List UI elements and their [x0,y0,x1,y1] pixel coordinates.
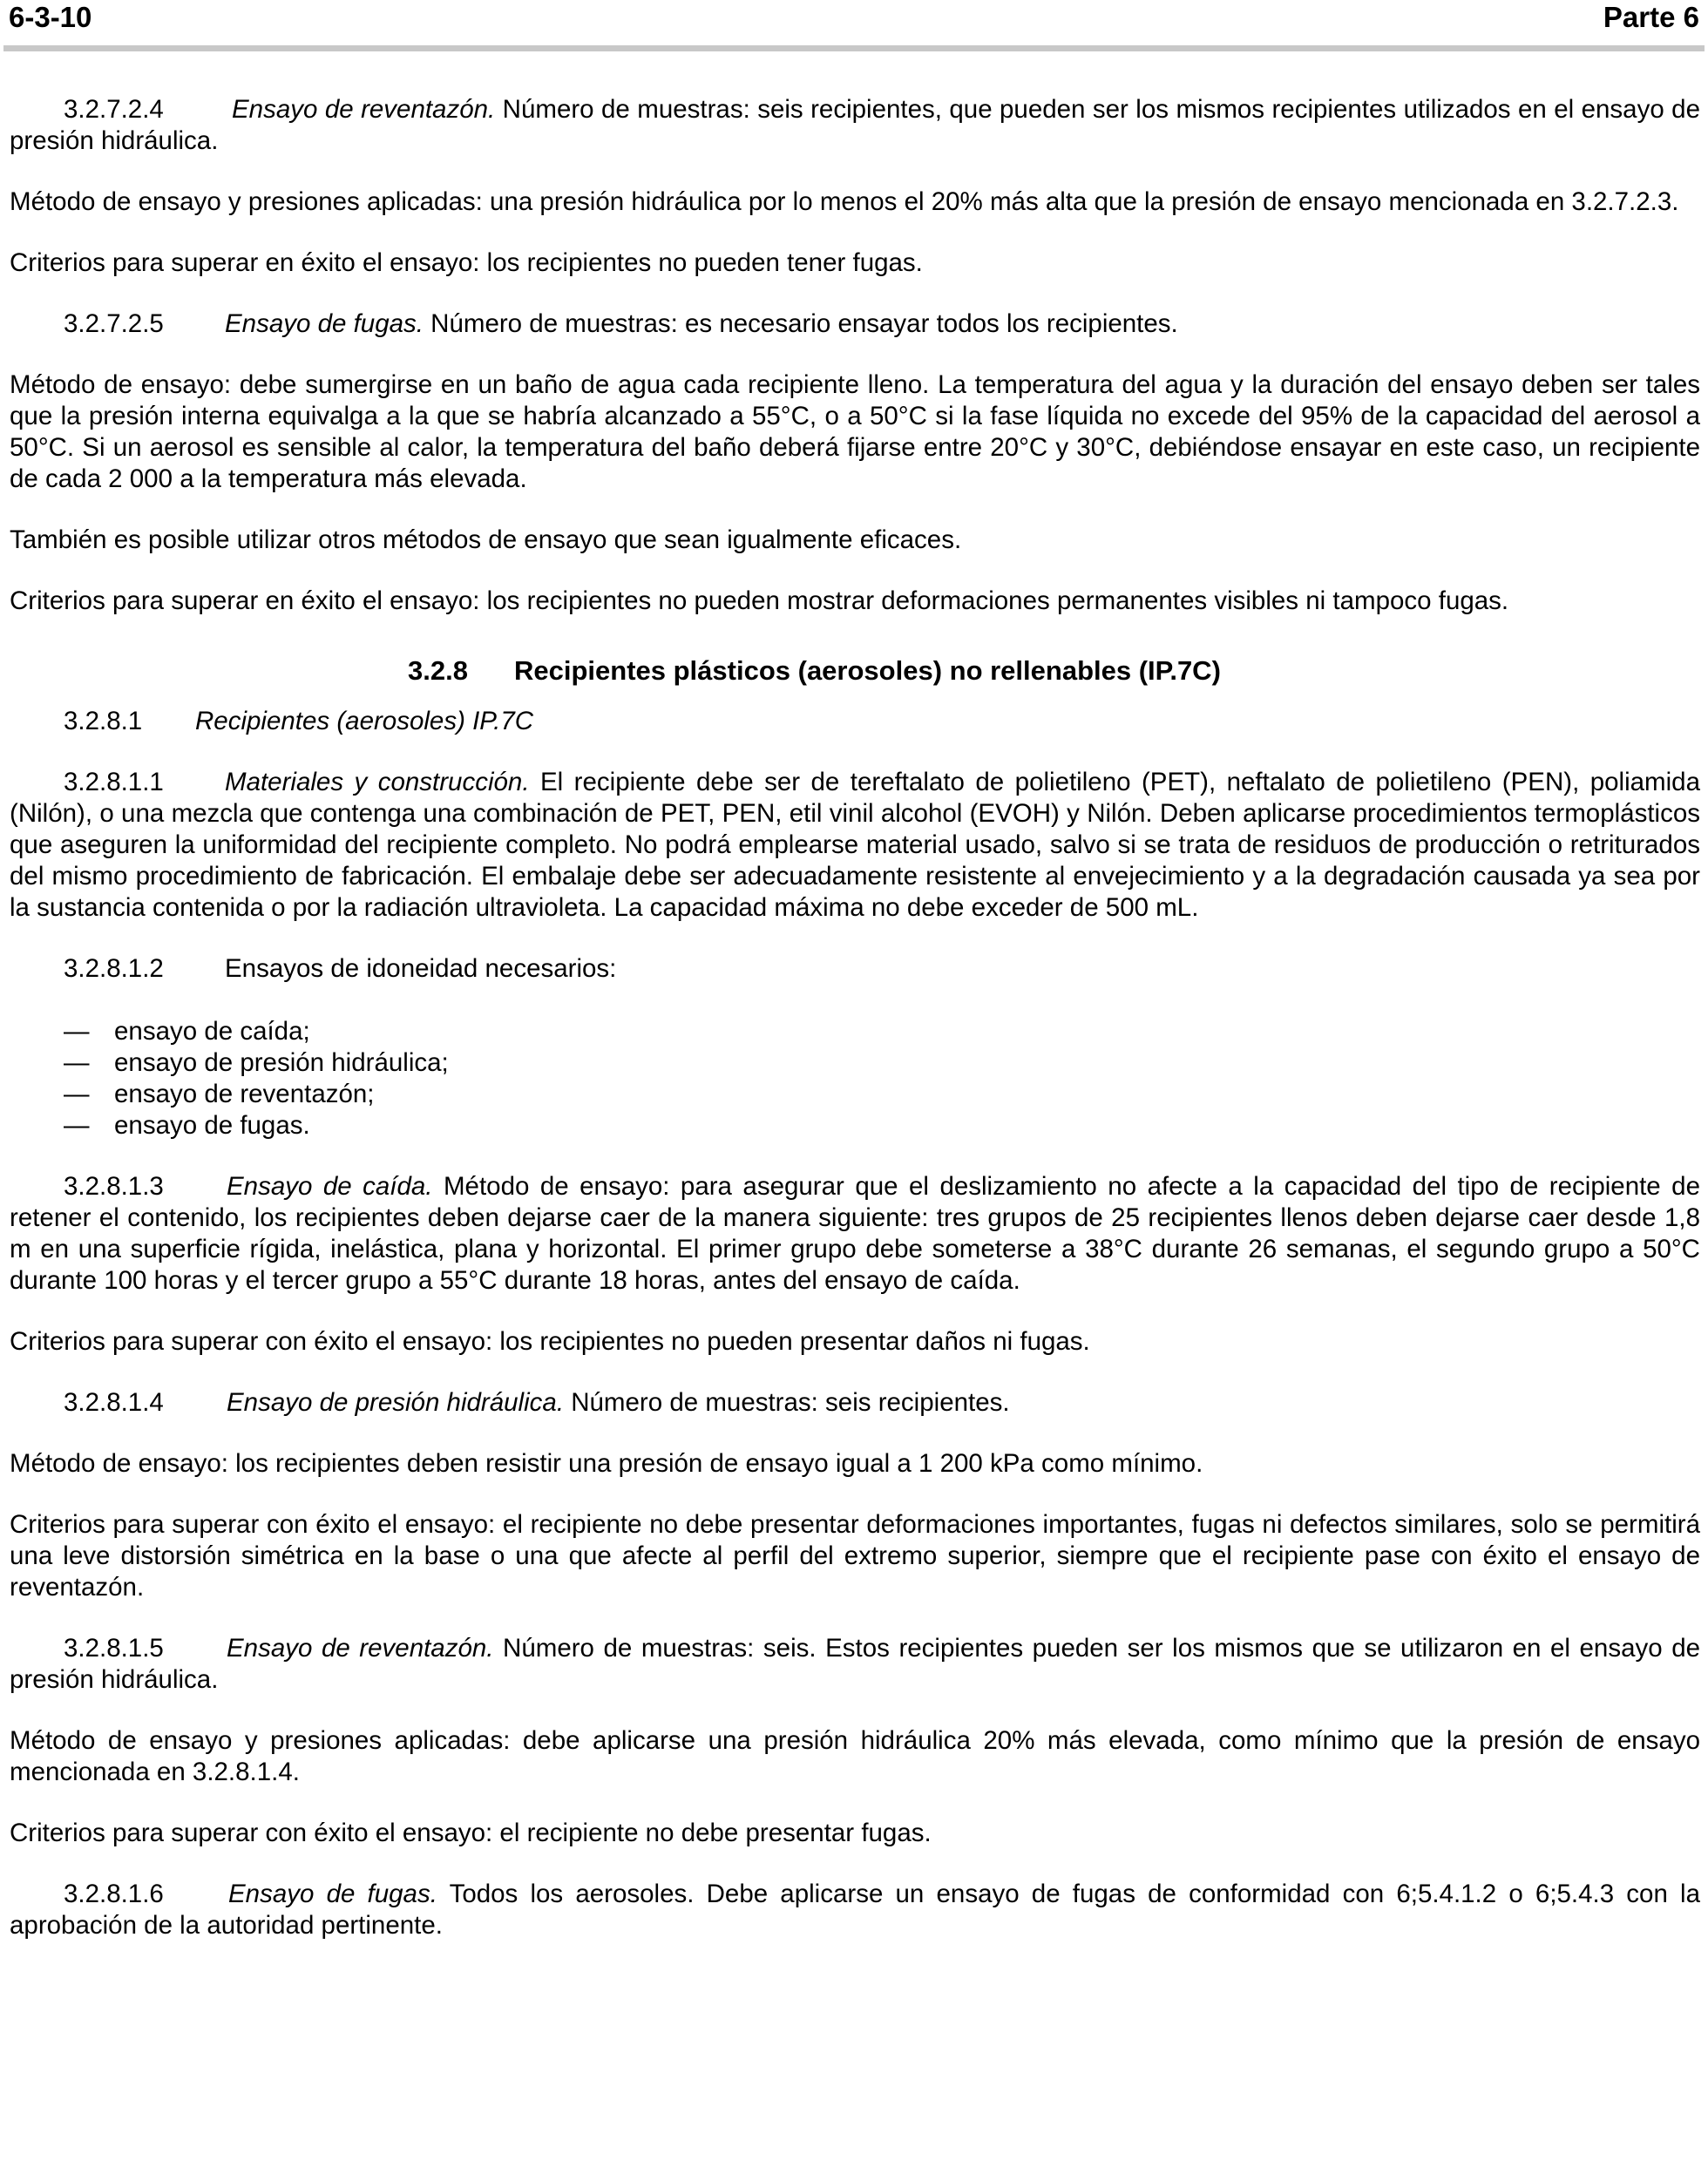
page-header [9,2,1699,35]
dash-bullet: — [64,1111,90,1140]
paragraph: Método de ensayo y presiones aplicadas: debe aplicarse una presión hidráulica 20% más elevada, como mínimo que la presión de ensayo mencionada en 3.2.8.1.4. [10,1726,1700,1786]
clause-title: Ensayo de fugas. [228,1880,437,1908]
dash-bullet: — [64,1080,90,1108]
para-3-2-7-2-4 [10,94,1700,157]
clause-title: Ensayo de presión hidráulica. [227,1388,565,1417]
clause-text: Número de muestras: seis recipientes, que pueden ser los mismos recipientes utilizados en el ensayo de presión hidráulica. [10,95,1700,155]
clause-number: 3.2.8.1.6 [64,1880,164,1908]
para-3-2-8-1-6 [10,1879,1700,1941]
clause-title: Ensayo de caída. [227,1172,433,1201]
list-item: — ensayo de presión hidráulica; [64,1048,449,1077]
para-3-2-8-1-5 [10,1633,1700,1696]
clause-title: Ensayo de reventazón. [227,1634,494,1663]
list-item: — ensayo de fugas. [64,1111,310,1140]
paragraph: Criterios para superar en éxito el ensayo: los recipientes no pueden tener fugas. [10,248,923,277]
para-3-2-8-1-1 [10,767,1700,924]
paragraph: Método de ensayo: debe sumergirse en un baño de agua cada recipiente lleno. La temperatura del agua y la duración del ensayo deben ser tales que la presión interna equivalga a la que se habría alcanzado a 55°C, o a 50°C si la fase líquida no excede del 95% de la capacidad del aerosol a 50°C. Si un aerosol es sensible al calor, la temperatura del baño deberá fijarse entre 20°C y 30°C, debiéndose ensayar en este caso, un recipiente de cada 2 000 a la temperatura más elevada. [10,370,1700,493]
para-3-2-8-1-4 [10,1387,1700,1419]
clause-text: Todos los aerosoles. Debe aplicarse un ensayo de fugas de conformidad con 6;5.4.1.2 o 6;5.4.3 con la aprobación de la autoridad pertinente. [10,1880,1700,1940]
page-number: 6-3-10 [9,1,92,33]
clause-number: 3.2.8.1.1 [64,768,164,796]
clause-number: 3.2.7.2.5 [64,309,164,338]
dash-bullet: — [64,1017,90,1046]
para-3-2-7-2-5 [10,308,1700,340]
section-heading [408,655,1700,687]
para-3-2-8-1 [10,706,1700,737]
clause-text: El recipiente debe ser de tereftalato de polietileno (PET), neftalato de polietileno (PEN), poliamida (Nilón), o una mezcla que contenga una combinación de PET, PEN, etil vinil alcohol (EVOH) y Nilón. Deben aplicarse procedimientos termoplásticos que aseguren la uniformidad del recipiente completo. No podrá emplearse material usado, salvo si se trata de residuos de producción o retriturados del mismo procedimiento de fabricación. El embalaje debe ser adecuadamente resistente al envejecimiento y a la degradación causada ya sea por la sustancia contenida o por la radiación ultravioleta. La capacidad máxima no debe exceder de 500 mL. [10,768,1700,922]
paragraph: Criterios para superar con éxito el ensayo: el recipiente no debe presentar fugas. [10,1819,932,1847]
clause-title: Ensayo de fugas. [225,309,424,338]
clause-text: Número de muestras: seis recipientes. [571,1388,1010,1417]
clause-number: 3.2.7.2.4 [64,95,164,124]
part-label: Parte 6 [1603,1,1699,33]
paragraph: Método de ensayo y presiones aplicadas: una presión hidráulica por lo menos el 20% más alta que la presión de ensayo mencionada en 3.2.7.2.3. [10,187,1679,216]
section-title: Recipientes plásticos (aerosoles) no rellenables (IP.7C) [514,655,1221,686]
paragraph: Criterios para superar con éxito el ensayo: el recipiente no debe presentar deformaciones importantes, fugas ni defectos similares, solo se permitirá una leve distorsión simétrica en la base o una que afecte al perfil del extremo superior, siempre que el recipiente pase con éxito el ensayo de reventazón. [10,1510,1700,1602]
list-item: — ensayo de reventazón; [64,1080,375,1108]
clause-title: Materiales y construcción. [225,768,530,796]
clause-title: Ensayo de reventazón. [232,95,496,124]
clause-number: 3.2.8.1 [64,707,143,735]
clause-number: 3.2.8.1.3 [64,1172,164,1201]
document-body [10,94,1700,1971]
clause-number: 3.2.8.1.2 [64,954,164,983]
header-rule [3,45,1705,51]
clause-text: Ensayos de idoneidad necesarios: [225,954,617,983]
list-item: — ensayo de caída; [64,1017,310,1046]
section-number: 3.2.8 [408,655,468,686]
clause-title: Recipientes (aerosoles) IP.7C [195,707,534,735]
clause-text: Método de ensayo: para asegurar que el deslizamiento no afecte a la capacidad del tipo de recipiente de retener el contenido, los recipientes deben dejarse caer de la manera siguiente: tres grupos de 25 recipientes llenos deben dejarse caer desde 1,8 m en una superficie rígida, inelástica, plana y horizontal. El primer grupo debe someterse a 38°C durante 26 semanas, el segundo grupo a 50°C durante 100 horas y el tercer grupo a 55°C durante 18 horas, antes del ensayo de caída. [10,1172,1700,1295]
paragraph: Criterios para superar con éxito el ensayo: los recipientes no pueden presentar daños ni fugas. [10,1327,1090,1356]
para-3-2-8-1-3 [10,1171,1700,1297]
clause-number: 3.2.8.1.5 [64,1634,164,1663]
clause-text: Número de muestras: seis. Estos recipientes pueden ser los mismos que se utilizaron en el ensayo de presión hidráulica. [10,1634,1701,1694]
dash-bullet: — [64,1048,90,1077]
paragraph: Criterios para superar en éxito el ensayo: los recipientes no pueden mostrar deformaciones permanentes visibles ni tampoco fugas. [10,586,1509,615]
para-3-2-8-1-2 [10,953,1700,985]
clause-number: 3.2.8.1.4 [64,1388,164,1417]
clause-text: Número de muestras: es necesario ensayar todos los recipientes. [430,309,1178,338]
paragraph: Método de ensayo: los recipientes deben resistir una presión de ensayo igual a 1 200 kPa como mínimo. [10,1449,1203,1478]
paragraph: También es posible utilizar otros métodos de ensayo que sean igualmente eficaces. [10,525,962,554]
test-list [10,1016,1700,1141]
